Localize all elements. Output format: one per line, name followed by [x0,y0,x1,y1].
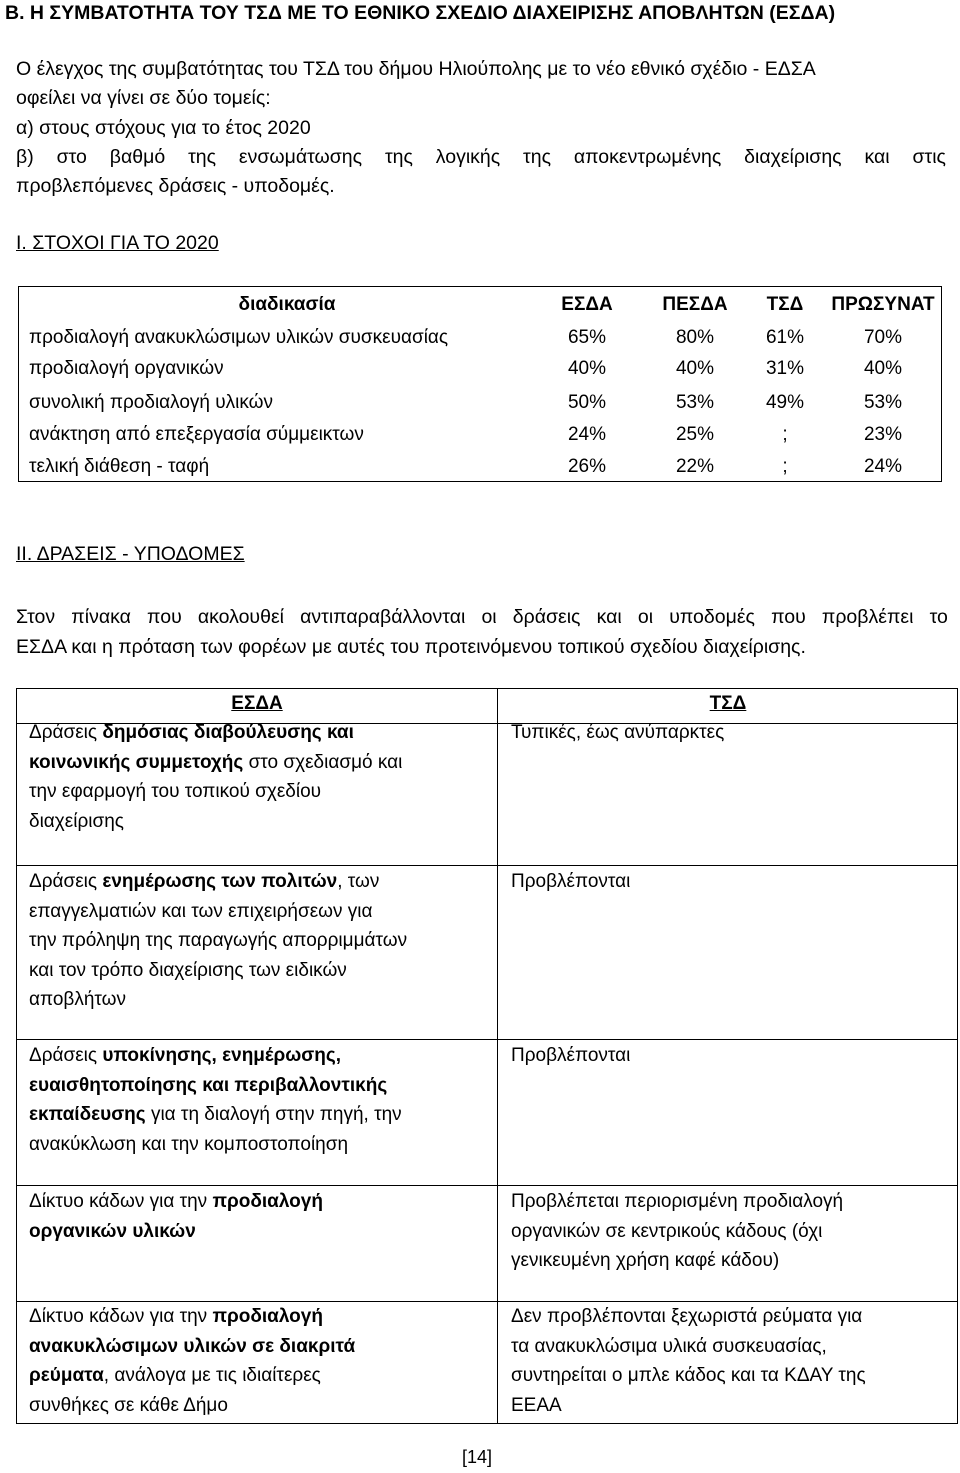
bold-text: προδιαλογή [212,1306,323,1327]
row-divider [17,865,957,866]
esda-action-cell [29,1187,491,1246]
column-header: ΤΣΔ [766,294,804,315]
bold-text: κοινωνικής συμμετοχής [29,751,244,773]
intro-line-justified [16,143,946,172]
actions-table [16,688,958,1424]
paragraph-word: προβλέπει [821,606,914,628]
intro-word: β) [16,145,34,168]
text: στο σχεδιασμό και [243,751,403,773]
cell-line [29,1302,491,1332]
paragraph-word: υποδομές [669,606,755,628]
intro-word: της [384,145,413,168]
intro-word: στο [56,145,87,168]
text: επαγγελματιών και των επιχειρήσεων για [29,900,373,922]
value-cell: 53% [863,392,903,413]
tsd-response-cell [511,718,951,748]
table-row [19,388,941,418]
bold-text: οργανικών υλικών [29,1220,196,1242]
tsd-response-cell [511,1041,951,1071]
actions-intro-paragraph [16,603,948,662]
process-cell: προδιαλογή οργανικών [29,358,224,379]
esda-action-cell [29,867,491,1015]
cell-line: Προβλέπονται [511,871,631,892]
value-cell: ; [782,456,788,477]
table-header-row [19,290,941,320]
intro-word: αποκεντρωμένης [573,145,722,168]
value-cell: 80% [675,327,715,348]
cell-line: ΕΕΑΑ [511,1394,562,1416]
text: την εφαρμογή του τοπικού σχεδίου [29,781,322,802]
cell-line [29,985,491,1015]
text: συνθήκες σε κάθε Δήμο [29,1394,228,1416]
esda-action-cell [29,718,491,836]
section-heading-b: Β. Η ΣΥΜΒΑΤΟΤΗΤΑ ΤΟΥ ΤΣΔ ΜΕ ΤΟ ΕΘΝΙΚΟ ΣΧΕΔΙΟ ΔΙΑΧΕΙΡΙΣΗΣ ΑΠΟΒΛΗΤΩΝ (ΕΣΔΑ) [5,2,836,24]
bold-text: υποκίνησης, ενημέρωσης, [102,1045,342,1066]
cell-line: Προβλέπεται περιορισμένη προδιαλογή [511,1191,844,1212]
intro-word: στις [912,145,946,168]
text: για τη διαλογή στην πηγή, την [145,1104,402,1125]
intro-word: της [523,145,551,168]
intro-word: διαχείρισης [744,145,842,168]
value-cell: 61% [765,327,805,348]
esda-action-cell [29,1041,491,1159]
intro-word: της [188,145,217,168]
section-title-targets: Ι. ΣΤΟΧΟΙ ΓΙΑ ΤΟ 2020 [16,232,219,254]
bold-text: προδιαλογή [212,1191,323,1212]
cell-line [29,1361,491,1391]
targets-table [18,286,942,482]
cell-line [29,867,491,897]
cell-line [29,748,491,778]
process-cell: συνολική προδιαλογή υλικών [29,392,273,413]
column-header: διαδικασία [238,294,336,315]
table-row [19,452,941,482]
value-cell: 40% [863,358,903,379]
paragraph-word: οι [637,606,654,628]
value-cell: ; [782,424,788,445]
cell-line [29,926,491,956]
bold-text: ευαισθητοποίησης και περιβαλλοντικής [29,1074,388,1096]
intro-line: οφείλει να γίνει σε δύο τομείς: [16,87,271,110]
column-header: ΕΣΔΑ [561,294,613,315]
cell-line [29,1130,491,1160]
intro-paragraph [16,55,946,201]
paragraph-line-justified [16,603,948,633]
row-divider [17,1039,957,1040]
bold-text: εκπαίδευσης [29,1104,146,1125]
value-cell: 25% [675,424,715,445]
text: και τον τρόπο διαχείρισης των ειδικών [29,959,347,981]
intro-line: α) στους στόχους για το έτος 2020 [16,116,311,139]
bold-text: ενημέρωσης των πολιτών [102,871,338,892]
intro-word: ενσωμάτωσης [238,145,363,168]
text: Δίκτυο κάδων για την [29,1306,213,1327]
cell-line: τα ανακυκλώσιμα υλικά συσκευασίας, [511,1335,827,1357]
cell-line: οργανικών σε κεντρικούς κάδους (όχι [511,1220,823,1242]
column-header-tsd: ΤΣΔ [709,693,747,714]
intro-word: λογικής [435,145,501,168]
cell-line: Τυπικές, έως ανύπαρκτες [511,722,725,743]
paragraph-word: ακολουθεί [197,606,284,628]
value-cell: 40% [675,358,715,379]
text: , των [337,871,380,892]
value-cell: 53% [675,392,715,413]
process-cell: προδιαλογή ανακυκλώσιμων υλικών συσκευασίας [29,327,449,348]
paragraph-word: αντιπαραβάλλονται [300,606,466,628]
value-cell: 65% [567,327,607,348]
cell-line: Προβλέπονται [511,1045,631,1066]
text: ανακύκλωση και την κομποστοποίηση [29,1133,349,1155]
process-cell: ανάκτηση από επεξεργασία σύμμεικτων [29,424,364,445]
bold-text: δημόσιας διαβούλευσης και [102,722,354,743]
cell-line [29,956,491,986]
intro-word: και [864,145,890,168]
table-row [19,420,941,450]
intro-word: βαθμό [109,145,166,168]
cell-line [29,1071,491,1101]
cell-line [29,1100,491,1130]
text: Δράσεις [29,871,103,892]
section-title-actions: ΙΙ. ΔΡΑΣΕΙΣ - ΥΠΟΔΟΜΕΣ [16,543,245,565]
paragraph-word: Στον [16,606,56,628]
cell-line [29,718,491,748]
column-header-esda: ΕΣΔΑ [231,693,283,714]
value-cell: 50% [567,392,607,413]
cell-line [29,897,491,927]
tsd-response-cell [511,1302,951,1420]
value-cell: 40% [567,358,607,379]
cell-line [29,1332,491,1362]
text: Δράσεις [29,722,103,743]
text: διαχείρισης [29,810,124,832]
cell-line [29,807,491,837]
value-cell: 70% [863,327,903,348]
column-header: ΠΡΩΣΥΝΑΤ [831,294,935,315]
intro-line: προβλεπόμενες δράσεις - υποδομές. [16,175,335,198]
cell-line [29,1217,491,1247]
paragraph-word: που [147,606,182,628]
bold-text: ρεύματα [29,1365,104,1386]
cell-line [29,777,491,807]
text: Δράσεις [29,1045,103,1066]
paragraph-word: και [596,606,622,628]
paragraph-word: το [929,606,948,628]
esda-action-cell [29,1302,491,1420]
paragraph-word: δράσεις [512,606,581,628]
cell-line [29,1187,491,1217]
paragraph-word: που [771,606,806,628]
text: , ανάλογα με τις ιδιαίτερες [103,1365,321,1386]
tsd-response-cell [511,867,951,897]
row-divider [17,1185,957,1186]
value-cell: 49% [765,392,805,413]
column-header: ΠΕΣΔΑ [662,294,728,315]
value-cell: 24% [863,456,903,477]
tsd-response-cell [511,1187,951,1276]
cell-line: γενικευμένη χρήση καφέ κάδου) [511,1250,780,1271]
paragraph-word: οι [481,606,497,628]
value-cell: 24% [567,424,607,445]
cell-line [29,1041,491,1071]
process-cell: τελική διάθεση - ταφή [29,456,210,477]
value-cell: 23% [863,424,903,445]
value-cell: 31% [765,358,805,379]
paragraph-line: ΕΣΔΑ και η πρόταση των φορέων με αυτές του προτεινόμενου τοπικού σχεδίου διαχείρισης. [16,635,806,658]
text: αποβλήτων [29,989,126,1010]
table-row [19,323,941,353]
intro-line: Ο έλεγχος της συμβατότητας του ΤΣΔ του δήμου Ηλιούπολης με το νέο εθνικό σχέδιο - ΕΔΣΑ [16,58,816,80]
page-number: [14] [462,1447,493,1467]
bold-text: ανακυκλώσιμων υλικών σε διακριτά [29,1335,356,1357]
value-cell: 26% [567,456,607,477]
value-cell: 22% [675,456,715,477]
text: Δίκτυο κάδων για την [29,1191,213,1212]
cell-line [29,1391,491,1421]
paragraph-word: πίνακα [71,606,131,628]
cell-line: συντηρείται ο μπλε κάδος και τα ΚΔΑΥ της [511,1365,866,1386]
cell-line: Δεν προβλέπονται ξεχωριστά ρεύματα για [511,1306,863,1327]
table-row [19,354,941,384]
column-divider [497,689,498,1423]
text: την πρόληψη της παραγωγής απορριμμάτων [29,930,408,951]
